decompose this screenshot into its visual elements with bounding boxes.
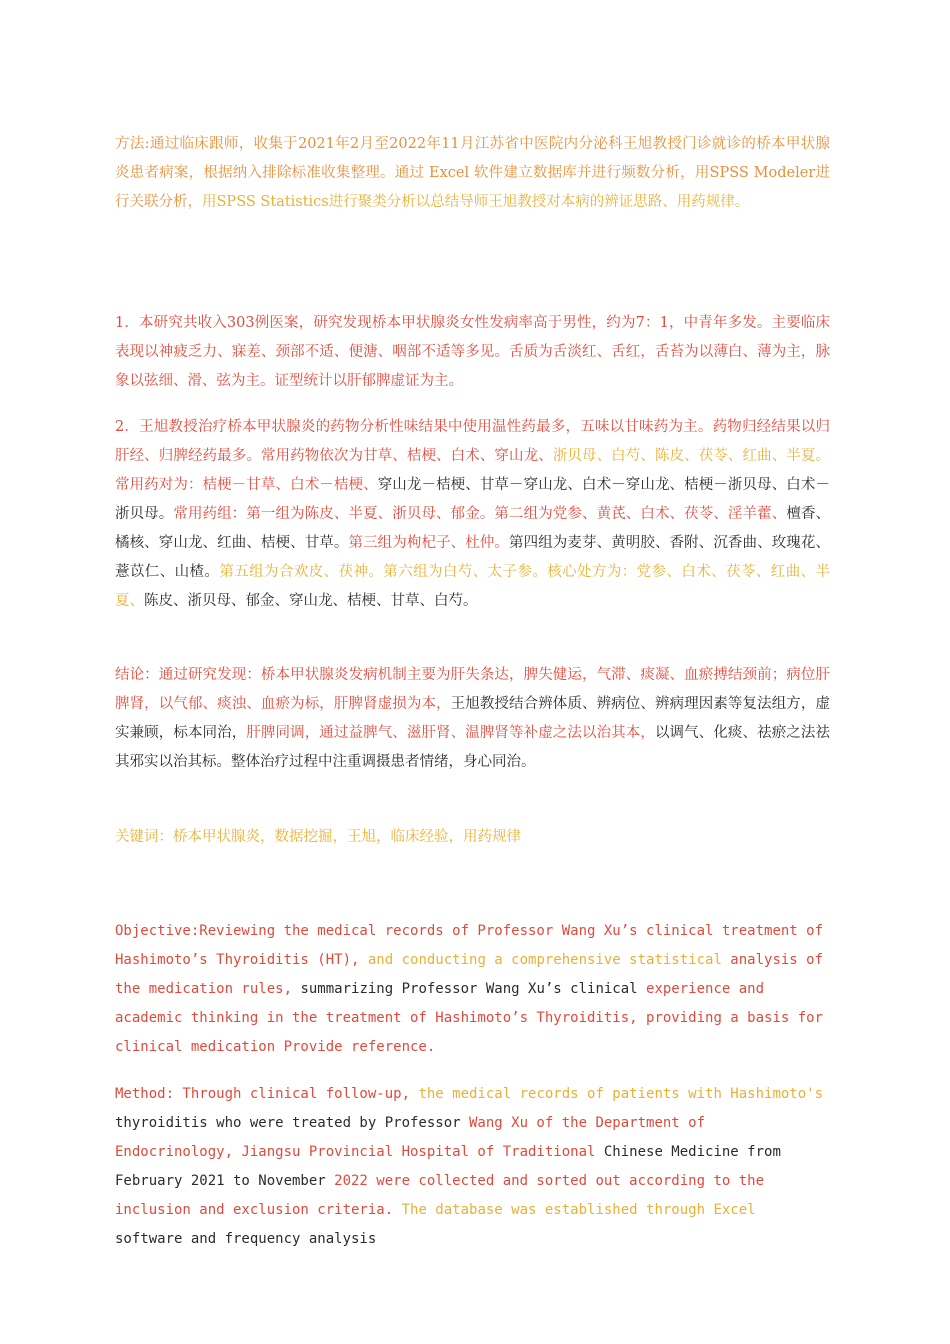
text-run: analysis of the medication rules, — [115, 952, 824, 997]
text-run: software and frequency analysis — [115, 1231, 377, 1247]
text-run: 王旭教授结合辨体质、辨病位、辨病理因素等复法组方，虚实兼顾，标本同治， — [115, 696, 830, 741]
text-run: 结论：通过研究发现：桥本甲状腺炎发病机制主要为肝失条达，脾失健运，气滞、痰凝、血瘀搏结颈前；病位肝脾肾，以气郁、痰浊、血瘀为标，肝脾肾虚损为本， — [115, 667, 830, 712]
text-run: 第四组为麦芽、黄明胶、香附、沉香曲、玫瑰花、薏苡仁、山楂。 — [115, 535, 830, 580]
objective-paragraph-en — [115, 917, 830, 1062]
text-run: thyroiditis who were treated by Professor — [115, 1115, 461, 1131]
text-run: Chinese Medicine from February 2021 to November — [115, 1144, 781, 1189]
text-run: 用SPSS Statistics进行聚类分析以总结导师王旭教授对本病的辨证思路、用药规律。 — [202, 194, 750, 210]
text-run: 第五组为合欢皮、茯神。第六组为白芍、太子参。核心处方为：党参、白术、茯苓、红曲、半夏、 — [115, 564, 831, 609]
text-run: The database was established through Excel — [393, 1202, 756, 1218]
text-run: 1．本研究共收入303例医案，研究发现桥本甲状腺炎女性发病率高于男性，约为7：1，中青年多发。主要临床表现以神疲乏力、寐差、颈部不适、便溏、咽部不适等多见。舌质为舌淡红、舌红，舌苔为以薄白、薄为主，脉象以弦细、滑、弦为主。证型统计以肝郁脾虚证为主。 — [115, 315, 830, 389]
text-run: 常用药组：第一组为陈皮、半夏、浙贝母、郁金。第二组为党参、黄芪、白术、茯苓、淫羊藿、 — [173, 506, 787, 522]
text-run: 檀香、橘核、穿山龙、红曲、桔梗、甘草。 — [115, 506, 830, 551]
text-run: summarizing Professor Wang Xu’s clinical — [292, 981, 638, 997]
method-paragraph-en — [115, 1080, 830, 1254]
text-run: Objective:Reviewing the medical records of Professor Wang Xu’s clinical treatment of Hashimoto’s Thyroiditis (HT), — [115, 923, 824, 968]
result-1-paragraph-cn — [115, 309, 830, 396]
text-run: and conducting a comprehensive statistical — [359, 952, 722, 968]
text-run: 2．王旭教授治疗桥本甲状腺炎的药物分析性味结果中使用温性药最多，五味以甘味药为主。药物归经结果以归肝经、归脾经药最多。常用药物依次为甘草、桔梗、白术、穿山龙、 — [115, 419, 830, 464]
text-run: the medical records of patients with Hashimoto's — [410, 1086, 824, 1102]
text-run: 方法:通过临床跟师，收集于2021年2月至2022年11月江苏省中医院内分泌科王旭教授门诊就诊的桥本甲状腺炎患者病案，根据纳入排除标准收集整理。通过 Excel 软件建立数据库并进行频数分析，用SPSS Modeler进行关联分析， — [115, 136, 830, 210]
text-run: 肝脾同调，通过益脾气、滋肝肾、温脾肾等补虚之法以治其本， — [246, 725, 655, 741]
text-run: 第三组为枸杞子、杜仲。 — [348, 535, 510, 551]
text-run: 以调气、化痰、祛瘀之法祛其邪实以治其标。整体治疗过程中注重调摄患者情绪，身心同治。 — [115, 725, 830, 770]
text-run: 常用药对为：桔梗－甘草、白术－桔梗、 — [115, 477, 378, 493]
text-run: 关键词：桥本甲状腺炎，数据挖掘，王旭，临床经验，用药规律 — [115, 829, 521, 845]
text-run: 穿山龙－桔梗、甘草－穿山龙、白术－穿山龙、桔梗－浙贝母、白术－浙贝母。 — [115, 477, 830, 522]
text-run: experience and academic thinking in the treatment of Hashimoto’s Thyroiditis, providing a basis for clinical medication Provide reference. — [115, 981, 824, 1055]
keywords-line-cn — [115, 823, 830, 852]
text-run: 陈皮、浙贝母、郁金、穿山龙、桔梗、甘草、白芍。 — [144, 593, 478, 609]
text-run: Method: Through clinical follow-up, — [115, 1086, 411, 1102]
text-run: Wang Xu of the Department of Endocrinology, Jiangsu Provincial Hospital of Traditional — [115, 1115, 706, 1160]
result-2-paragraph-cn — [115, 413, 830, 616]
conclusion-paragraph-cn — [115, 661, 830, 777]
text-run: 2022 were collected and sorted out according to the inclusion and exclusion criteria. — [115, 1173, 765, 1218]
method-paragraph-cn — [115, 130, 830, 217]
text-run: 浙贝母、白芍、陈皮、茯苓、红曲、半夏。 — [552, 448, 830, 464]
